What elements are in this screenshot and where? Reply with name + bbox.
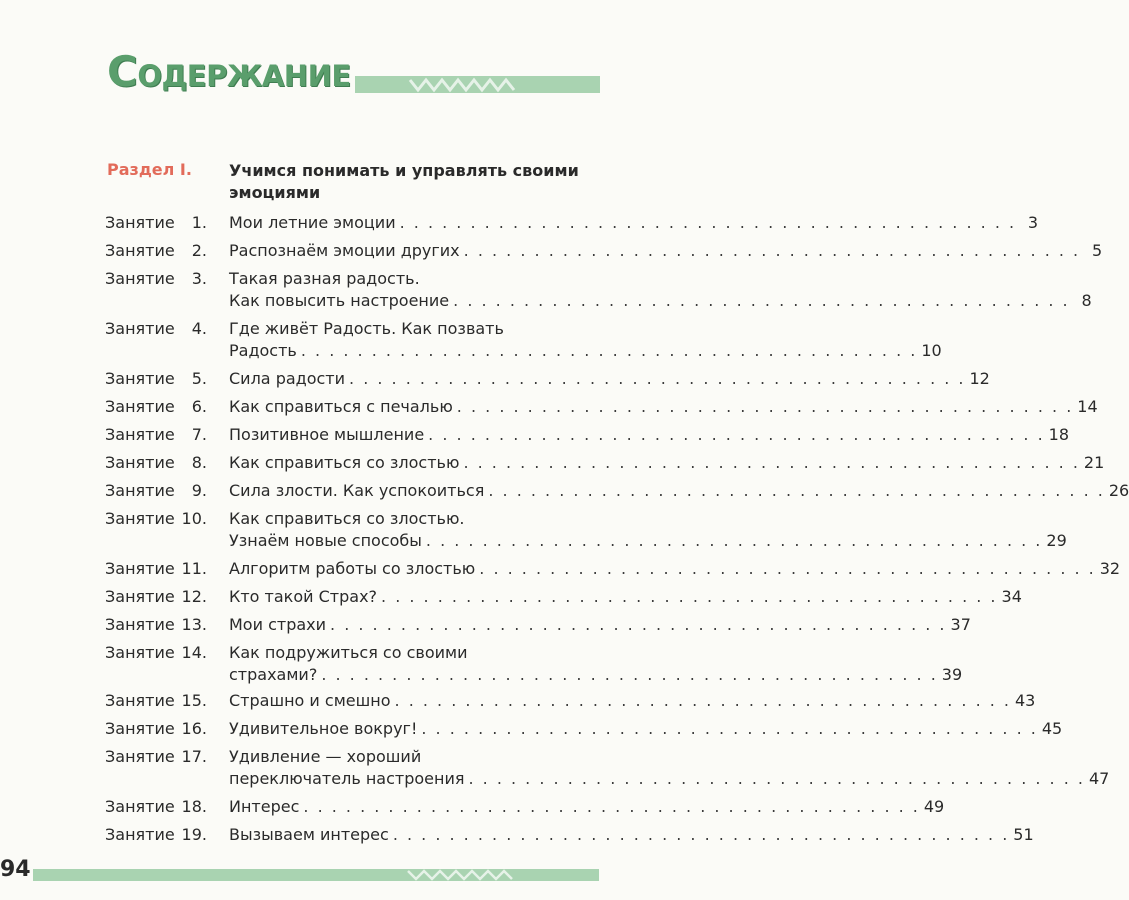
lesson-word: Занятие [105, 319, 175, 338]
lesson-word: Занятие [105, 797, 175, 816]
leader-dots: . . . . . . . . . . . . . . . . . . . . . . . . . . . . . . . . . . . . . . . . . . . . [479, 559, 1096, 578]
section-title: Учимся понимать и управлять своими эмоциями [229, 161, 579, 202]
page-ref: 47 [1088, 769, 1110, 788]
lesson-title-text: Как справиться с печалью [229, 397, 453, 416]
lesson-title [229, 718, 1063, 740]
lesson-title-line [229, 796, 945, 818]
page-ref: 45 [1041, 719, 1063, 738]
page-ref: 12 [969, 369, 990, 388]
lesson-title [229, 268, 1092, 312]
lesson-index: 2. [191, 241, 207, 260]
lesson-title-line [229, 396, 1098, 418]
lesson-title [229, 318, 942, 362]
lesson-title-line [229, 368, 990, 390]
zigzag-ornament-icon [408, 869, 518, 881]
page-ref: 8 [1081, 291, 1092, 310]
lesson-title-line [229, 290, 1092, 312]
lesson-title-text: Сила радости [229, 369, 346, 388]
leader-dots: . . . . . . . . . . . . . . . . . . . . . . . . . . . . . . . . . . . . . . . . . . . . [394, 691, 1011, 710]
lesson-word: Занятие [105, 269, 175, 288]
lesson-title-line [229, 824, 1034, 846]
lesson-title [229, 746, 1110, 790]
lesson-word: Занятие [105, 825, 175, 844]
lesson-title-line [229, 718, 1063, 740]
lesson-title [229, 368, 990, 390]
lesson-index: 6. [191, 397, 207, 416]
lesson-title-line [229, 318, 603, 340]
leader-dots: . . . . . . . . . . . . . . . . . . . . . . . . . . . . . . . . . . . . . . . . . . . . [463, 453, 1080, 472]
page-ref: 18 [1048, 425, 1070, 444]
lesson-title [229, 690, 1036, 712]
lesson-index: 11. [181, 559, 207, 578]
page-ref: 5 [1091, 241, 1103, 260]
lesson-title-text: Как справиться со злостью [229, 453, 460, 472]
lesson-title-text: Позитивное мышление [229, 425, 425, 444]
lesson-index: 7. [191, 425, 207, 444]
lesson-title-text: Удивительное вокруг! [229, 719, 418, 738]
lesson-index: 1. [191, 213, 207, 232]
lesson-title-text: Алгоритм работы со злостью [229, 559, 476, 578]
lesson-title-line [229, 746, 603, 768]
lesson-title [229, 480, 1129, 502]
lesson-title [229, 240, 1103, 262]
lesson-word: Занятие [105, 213, 175, 232]
lesson-title-line [229, 642, 603, 664]
leader-dots: . . . . . . . . . . . . . . . . . . . . . . . . . . . . . . . . . . . . . . . . . . . . [456, 397, 1074, 416]
lesson-word: Занятие [105, 369, 175, 388]
page-ref: 39 [941, 665, 963, 684]
lesson-title [229, 796, 945, 818]
lesson-index: 19. [181, 825, 207, 844]
lesson-word: Занятие [105, 481, 175, 500]
lesson-word: Занятие [105, 425, 175, 444]
lesson-title-line [229, 558, 1121, 580]
lesson-title-text: Мои летние эмоции [229, 213, 396, 232]
page-title: Содержание [107, 47, 351, 96]
lesson-title-text: Удивление — хороший [229, 747, 422, 766]
lesson-title-text: страхами? [229, 665, 318, 684]
leader-dots: . . . . . . . . . . . . . . . . . . . . . . . . . . . . . . . . . . . . . . . . . . . . [453, 291, 1070, 310]
leader-dots: . . . . . . . . . . . . . . . . . . . . . . . . . . . . . . . . . . . . . . . . . . . . [300, 341, 918, 360]
leader-dots: . . . . . . . . . . . . . . . . . . . . . . . . . . . . . . . . . . . . . . . . . . . . [381, 587, 998, 606]
lesson-title-line [229, 424, 1070, 446]
lesson-word: Занятие [105, 615, 175, 634]
lesson-title-line [229, 452, 1105, 474]
leader-dots: . . . . . . . . . . . . . . . . . . . . . . . . . . . . . . . . . . . . . . . . . . . . [428, 425, 1045, 444]
lesson-title-line [229, 268, 603, 290]
lesson-title-line [229, 508, 603, 530]
page-ref: 51 [1013, 825, 1034, 844]
page-ref: 10 [921, 341, 942, 360]
lesson-title-text: Мои страхи [229, 615, 327, 634]
lesson-title-line [229, 690, 1036, 712]
page-number: 94 [0, 857, 31, 882]
lesson-title-text: Интерес [229, 797, 300, 816]
lesson-word: Занятие [105, 397, 175, 416]
leader-dots: . . . . . . . . . . . . . . . . . . . . . . . . . . . . . . . . . . . . . . . . . . . . [488, 481, 1105, 500]
page-ref: 14 [1077, 397, 1098, 416]
lesson-title-text: Распознаём эмоции других [229, 241, 460, 260]
lesson-word: Занятие [105, 691, 175, 710]
section-label: Раздел I. [107, 160, 192, 179]
page-ref: 26 [1108, 481, 1129, 500]
zigzag-ornament-icon [410, 76, 520, 93]
page-ref: 3 [1027, 213, 1039, 232]
lesson-title [229, 212, 1039, 234]
lesson-index: 5. [191, 369, 207, 388]
lesson-title-text: Как справиться со злостью. [229, 509, 465, 528]
leader-dots: . . . . . . . . . . . . . . . . . . . . . . . . . . . . . . . . . . . . . . . . . . . . [349, 369, 966, 388]
leader-dots: . . . . . . . . . . . . . . . . . . . . . . . . . . . . . . . . . . . . . . . . . . . . [463, 241, 1081, 260]
lesson-index: 13. [181, 615, 207, 634]
lesson-index: 16. [181, 719, 207, 738]
page-ref: 21 [1083, 453, 1105, 472]
lesson-title [229, 824, 1034, 846]
title-decor-band [355, 76, 600, 93]
lesson-title [229, 424, 1070, 446]
lesson-title-text: Сила злости. Как успокоиться [229, 481, 485, 500]
page-ref: 32 [1099, 559, 1121, 578]
lesson-title-text: переключатель настроения [229, 769, 465, 788]
lesson-index: 9. [191, 481, 207, 500]
lesson-word: Занятие [105, 719, 175, 738]
lesson-word: Занятие [105, 241, 175, 260]
lesson-title-text: Как подружиться со своими [229, 643, 468, 662]
lesson-title-text: Вызываем интерес [229, 825, 389, 844]
lesson-title-text: Страшно и смешно [229, 691, 391, 710]
lesson-title-line [229, 340, 942, 362]
footer-decor-band [33, 869, 599, 881]
lesson-word: Занятие [105, 509, 175, 528]
lesson-word: Занятие [105, 587, 175, 606]
lesson-index: 14. [181, 643, 207, 662]
lesson-title [229, 614, 971, 636]
page-ref: 34 [1001, 587, 1022, 606]
lesson-word: Занятие [105, 559, 175, 578]
lesson-title-line [229, 240, 1103, 262]
lesson-index: 3. [191, 269, 207, 288]
lesson-word: Занятие [105, 453, 175, 472]
page-ref: 29 [1046, 531, 1067, 550]
page-ref: 37 [950, 615, 971, 634]
page-ref: 49 [923, 797, 945, 816]
page-ref: 43 [1015, 691, 1036, 710]
lesson-title-text: Кто такой Страх? [229, 587, 378, 606]
lesson-index: 15. [181, 691, 207, 710]
lesson-title-text: Где живёт Радость. Как позвать [229, 319, 504, 338]
leader-dots: . . . . . . . . . . . . . . . . . . . . . . . . . . . . . . . . . . . . . . . . . . . . [303, 797, 920, 816]
lesson-title [229, 586, 1022, 608]
lesson-title [229, 396, 1098, 418]
leader-dots: . . . . . . . . . . . . . . . . . . . . . . . . . . . . . . . . . . . . . . . . . . . . [425, 531, 1043, 550]
lesson-word: Занятие [105, 747, 175, 766]
lesson-title-line [229, 614, 971, 636]
lesson-title [229, 452, 1105, 474]
lesson-index: 8. [191, 453, 207, 472]
lesson-title-text: Как повысить настроение [229, 291, 450, 310]
lesson-title-line [229, 664, 963, 686]
lesson-title-line [229, 212, 1039, 234]
lesson-index: 10. [181, 509, 207, 528]
leader-dots: . . . . . . . . . . . . . . . . . . . . . . . . . . . . . . . . . . . . . . . . . . . . [321, 665, 938, 684]
lesson-index: 4. [191, 319, 207, 338]
leader-dots: . . . . . . . . . . . . . . . . . . . . . . . . . . . . . . . . . . . . . . . . . . . . [468, 769, 1085, 788]
lesson-word: Занятие [105, 643, 175, 662]
lesson-title [229, 558, 1121, 580]
lesson-title-text: Радость [229, 341, 297, 360]
lesson-index: 12. [181, 587, 207, 606]
leader-dots: . . . . . . . . . . . . . . . . . . . . . . . . . . . . . . . . . . . . . . . . . . . . [392, 825, 1010, 844]
lesson-title-text: Такая разная радость. [229, 269, 420, 288]
lesson-title [229, 508, 1067, 552]
lesson-title-line [229, 586, 1022, 608]
lesson-title-text: Узнаём новые способы [229, 531, 422, 550]
lesson-index: 17. [181, 747, 207, 766]
lesson-title-line [229, 768, 1110, 790]
lesson-title-line [229, 530, 1067, 552]
lesson-title [229, 642, 963, 686]
leader-dots: . . . . . . . . . . . . . . . . . . . . . . . . . . . . . . . . . . . . . . . . . . . . [330, 615, 947, 634]
leader-dots: . . . . . . . . . . . . . . . . . . . . . . . . . . . . . . . . . . . . . . . . . . . . [399, 213, 1017, 232]
leader-dots: . . . . . . . . . . . . . . . . . . . . . . . . . . . . . . . . . . . . . . . . . . . . [421, 719, 1038, 738]
lesson-title-line [229, 480, 1129, 502]
lesson-index: 18. [181, 797, 207, 816]
